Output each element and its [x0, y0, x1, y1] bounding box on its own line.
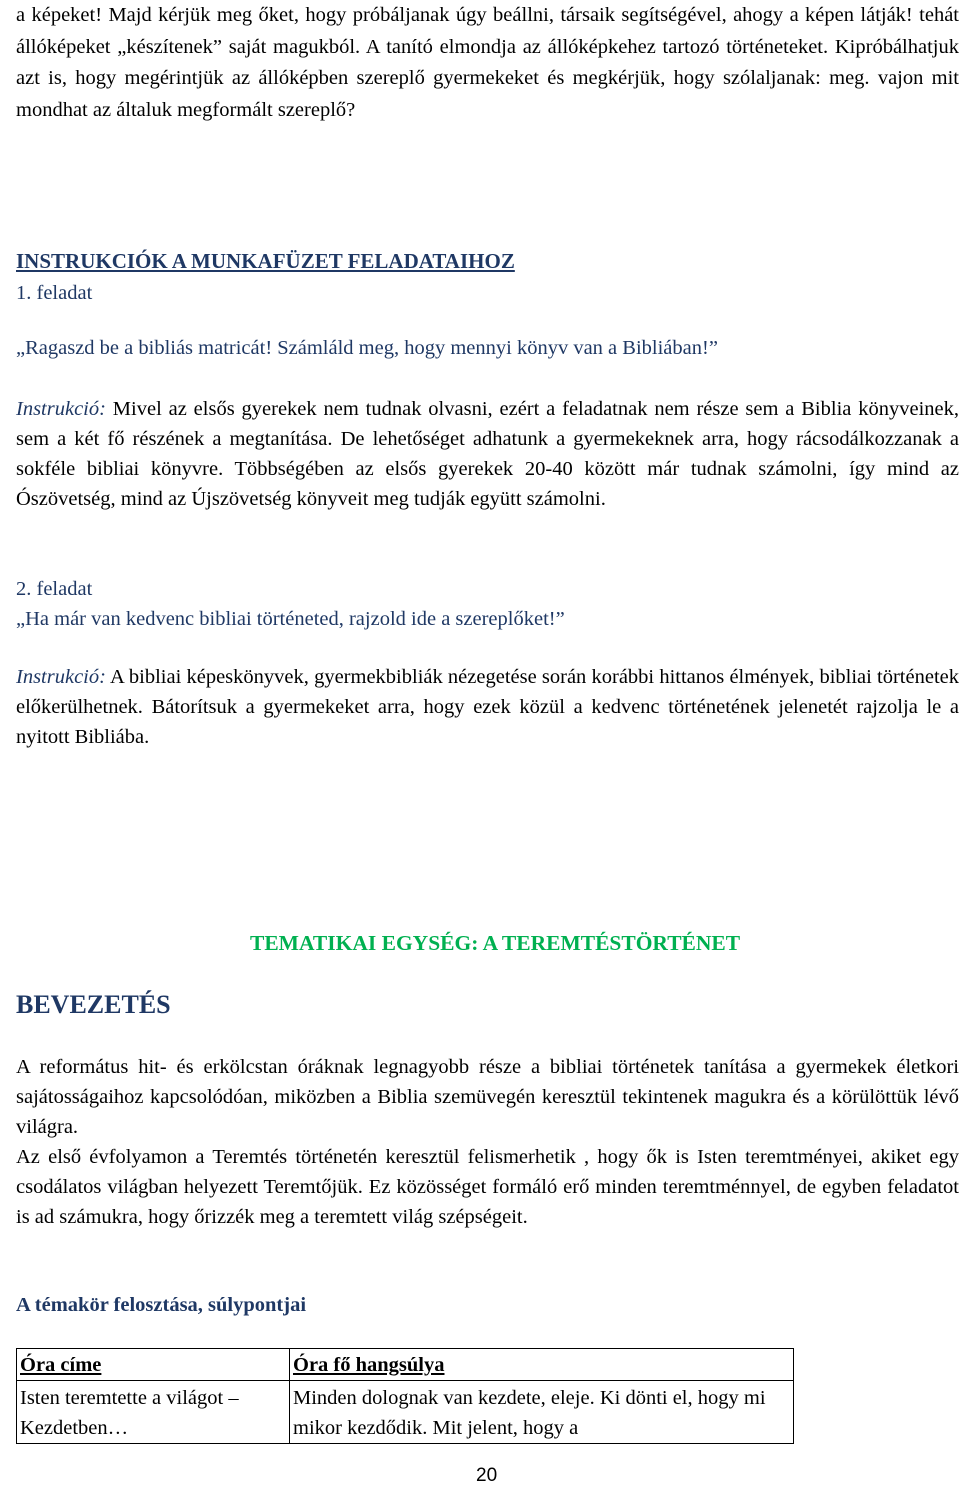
page-number: 20 — [476, 1465, 498, 1486]
task1-number: 1. feladat — [16, 282, 93, 304]
table-header-row — [17, 1349, 794, 1381]
intro-title: BEVEZETÉS — [16, 990, 171, 1019]
task1-quote: „Ragaszd be a bibliás matricát! Számláld meg, hogy mennyi könyv van a Bibliában!” — [16, 337, 718, 359]
task2-instruction-text: A bibliai képeskönyvek, gyermekbibliák nézegetése során korábbi hittanos élmények, bibliai történetek előkerülhetnek. Bátorítsuk a gyermekeket arra, hogy ezek közül a kedvenc történetének jelenetét rajzolja le a nyitott Bibliába. — [16, 666, 959, 748]
task1-instruction-text: Mivel az elsős gyerekek nem tudnak olvasni, ezért a feladatnak nem része sem a Biblia könyveinek, sem a két fő részének a megtanítása. De lehetőséget adhatunk a gyermekeknek arra, hogy rácsodálkozzanak a sokféle bibliai könyvre. Többségében az elsős gyerekek 20-40 között már tudnak számolni, így mind az Ószövetség, mind az Újszövetség könyveit meg tudják együtt számolni. — [16, 398, 959, 510]
topic-subheading: A témakör felosztása, súlypontjai — [16, 1294, 307, 1316]
table-header-focus: Óra fő hangsúlya — [290, 1349, 794, 1381]
intro-body — [16, 1052, 959, 1232]
task2-instruction-label: Instrukció: — [16, 666, 106, 688]
table-row — [17, 1381, 794, 1444]
body-paragraph-2: Az első évfolyamon a Teremtés történetén keresztül felismerhetik , hogy ők is Isten teremtményei, akiket egy csodálatos világban helyezett Teremtőjük. Ez közösséget formáló erő minden teremtménnyel, de egyben feladatot is ad számukra, hogy őrizzék meg a teremtett világ szépségeit. — [16, 1146, 959, 1228]
task2-number: 2. feladat — [16, 578, 93, 600]
table-cell: Isten teremtette a világot – Kezdetben… — [17, 1381, 290, 1444]
body-paragraph-1: A református hit- és erkölcstan óráknak legnagyobb része a bibliai történetek tanítása a gyermekek életkori sajátosságaihoz kapcsolódóan, miközben a Biblia szemüvegén keresztül tekintenek magukra és a körülöttük lévő világra. — [16, 1056, 959, 1138]
section-heading: INSTRUKCIÓK A MUNKAFÜZET FELADATAIHOZ — [16, 249, 515, 273]
task1-instruction — [16, 394, 959, 514]
document-page — [16, 0, 959, 1492]
theme-title: TEMATIKAI EGYSÉG: A TEREMTÉSTÖRTÉNET — [250, 931, 741, 955]
task2-quote: „Ha már van kedvenc bibliai történeted, rajzold ide a szereplőket!” — [16, 608, 565, 630]
table-cell: Minden dolognak van kezdete, eleje. Ki dönti el, hogy mi mikor kezdődik. Mit jelent, hogy a — [290, 1381, 794, 1444]
intro-paragraph: a képeket! Majd kérjük meg őket, hogy próbáljanak úgy beállni, társaik segítségével, ahogy a képen látják! tehát állóképeket „készítenek” saját magukból. A tanító elmondja az állóképkehez tartozó történeteket. Kipróbálhatjuk azt is, hogy megérintjük az állóképben szereplő gyermekeket és megkérjük, hogy szólaljanak: meg. vajon mit mondhat az általuk megformált szereplő? — [16, 4, 959, 121]
task2-instruction — [16, 662, 959, 752]
table-header-title: Óra címe — [17, 1349, 290, 1381]
lesson-table — [16, 1348, 794, 1444]
task1-instruction-label: Instrukció: — [16, 398, 106, 420]
